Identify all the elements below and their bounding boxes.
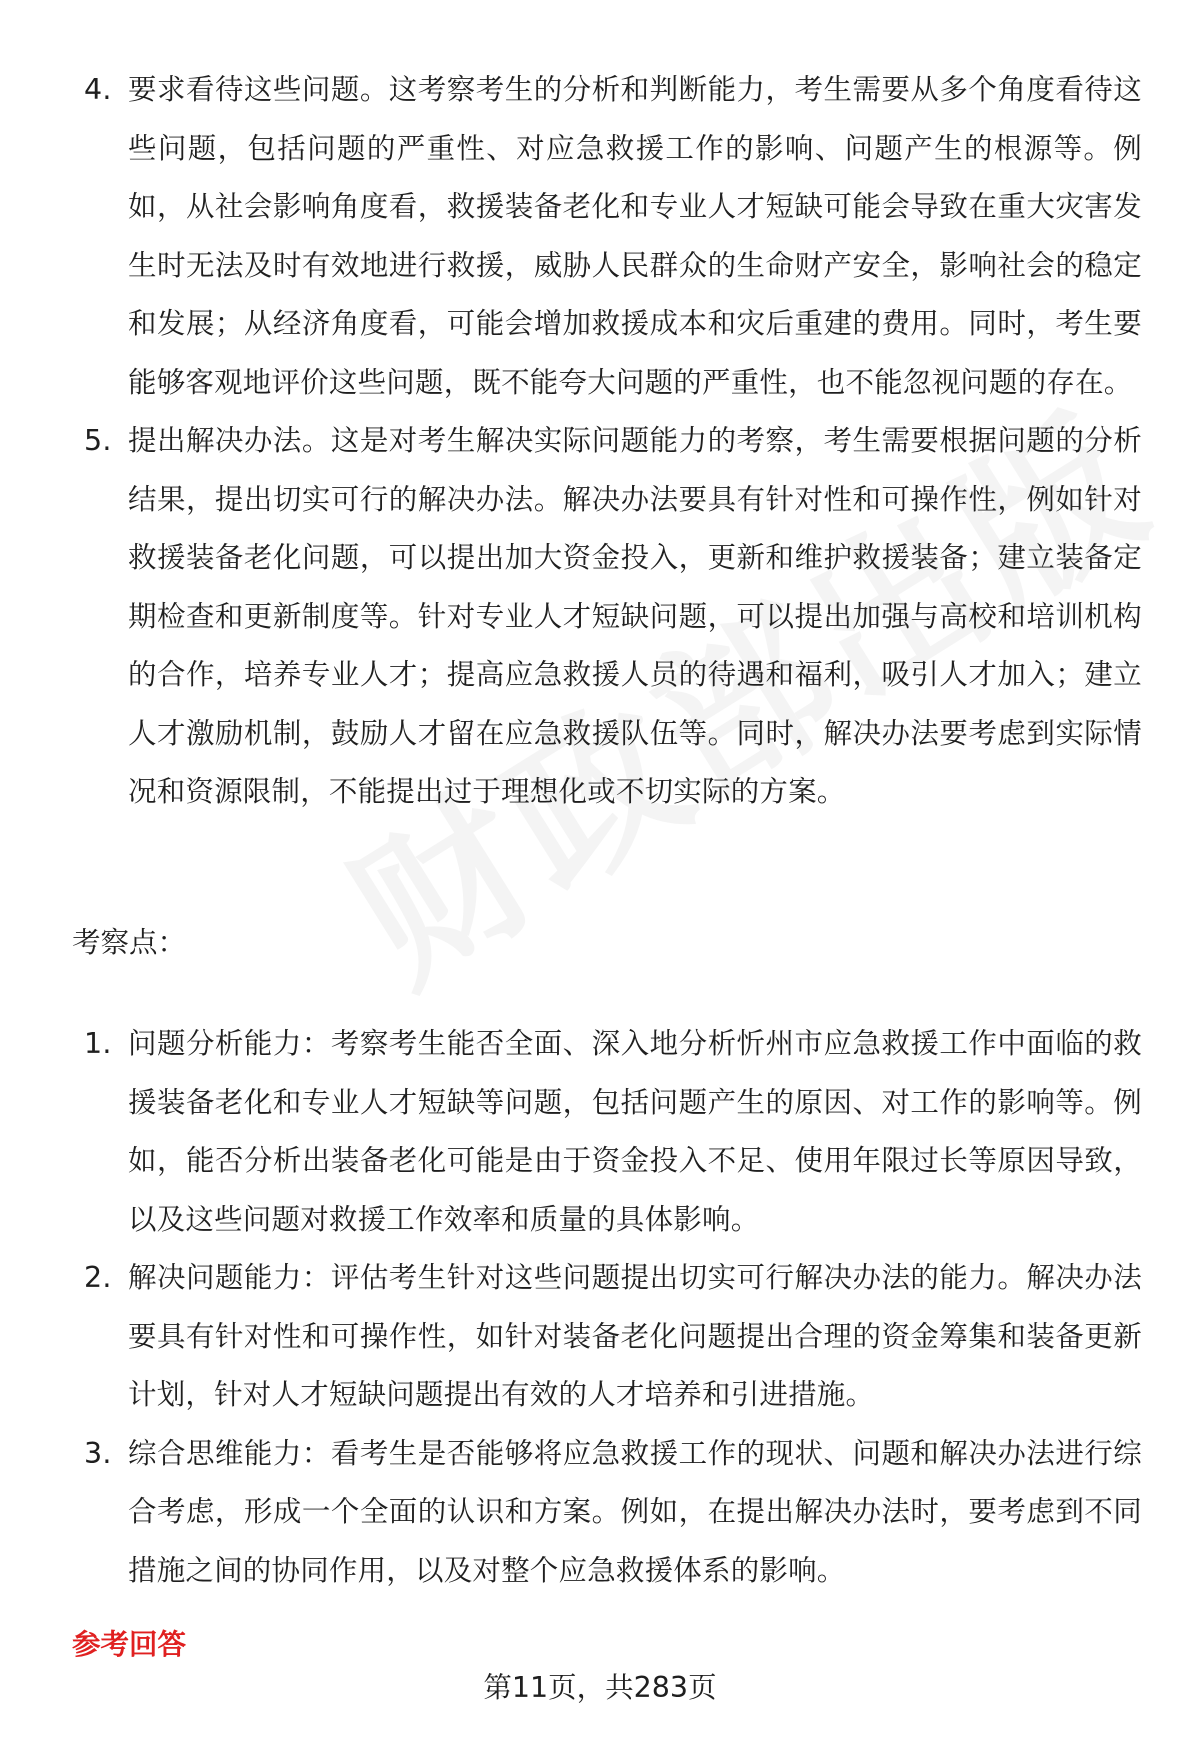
list-item bbox=[72, 1249, 1142, 1425]
list-item-number: 5. bbox=[84, 424, 112, 457]
list-item-text: 要求看待这些问题。这考察考生的分析和判断能力，考生需要从多个角度看待这些问题，包括问题的严重性、对应急救援工作的影响、问题产生的根源等。例如，从社会影响角度看，救援装备老化和专业人才短缺可能会导致在重大灾害发生时无法及时有效地进行救援，威胁人民群众的生命财产安全，影响社会的稳定和发展；从经济角度看，可能会增加救援成本和灾后重建的费用。同时，考生要能够客观地评价这些问题，既不能夸大问题的严重性，也不能忽视问题的存在。 bbox=[128, 73, 1142, 399]
numbered-list-requirements bbox=[72, 61, 1142, 822]
list-item bbox=[72, 61, 1142, 412]
section-label-assessment-points: 考察点： bbox=[72, 926, 187, 959]
list-item bbox=[72, 1015, 1142, 1249]
list-item bbox=[72, 1425, 1142, 1601]
page-footer: 第11页，共283页 bbox=[483, 1671, 717, 1704]
list-item-text: 综合思维能力：看考生是否能够将应急救援工作的现状、问题和解决办法进行综合考虑，形成一个全面的认识和方案。例如，在提出解决办法时，要考虑到不同措施之间的协同作用，以及对整个应急救援体系的影响。 bbox=[128, 1436, 1142, 1587]
list-item-number: 2. bbox=[84, 1261, 112, 1294]
list-item-number: 4. bbox=[84, 73, 112, 106]
list-item-text: 提出解决办法。这是对考生解决实际问题能力的考察，考生需要根据问题的分析结果，提出切实可行的解决办法。解决办法要具有针对性和可操作性，例如针对救援装备老化问题，可以提出加大资金投入，更新和维护救援装备；建立装备定期检查和更新制度等。针对专业人才短缺问题，可以提出加强与高校和培训机构的合作，培养专业人才；提高应急救援人员的待遇和福利，吸引人才加入；建立人才激励机制，鼓励人才留在应急救援队伍等。同时，解决办法要考虑到实际情况和资源限制，不能提出过于理想化或不切实际的方案。 bbox=[128, 424, 1142, 808]
numbered-list-assessment-points bbox=[72, 1015, 1142, 1600]
list-item-text: 问题分析能力：考察考生能否全面、深入地分析忻州市应急救援工作中面临的救援装备老化和专业人才短缺等问题，包括问题产生的原因、对工作的影响等。例如，能否分析出装备老化可能是由于资金投入不足、使用年限过长等原因导致，以及这些问题对救援工作效率和质量的具体影响。 bbox=[128, 1027, 1142, 1236]
list-item-text: 解决问题能力：评估考生针对这些问题提出切实可行解决办法的能力。解决办法要具有针对性和可操作性，如针对装备老化问题提出合理的资金筹集和装备更新计划，针对人才短缺问题提出有效的人才培养和引进措施。 bbox=[128, 1261, 1142, 1411]
reference-answer-heading: 参考回答 bbox=[72, 1628, 187, 1661]
list-item-number: 3. bbox=[84, 1436, 112, 1470]
list-item bbox=[72, 412, 1142, 822]
list-item-number: 1. bbox=[84, 1027, 112, 1060]
